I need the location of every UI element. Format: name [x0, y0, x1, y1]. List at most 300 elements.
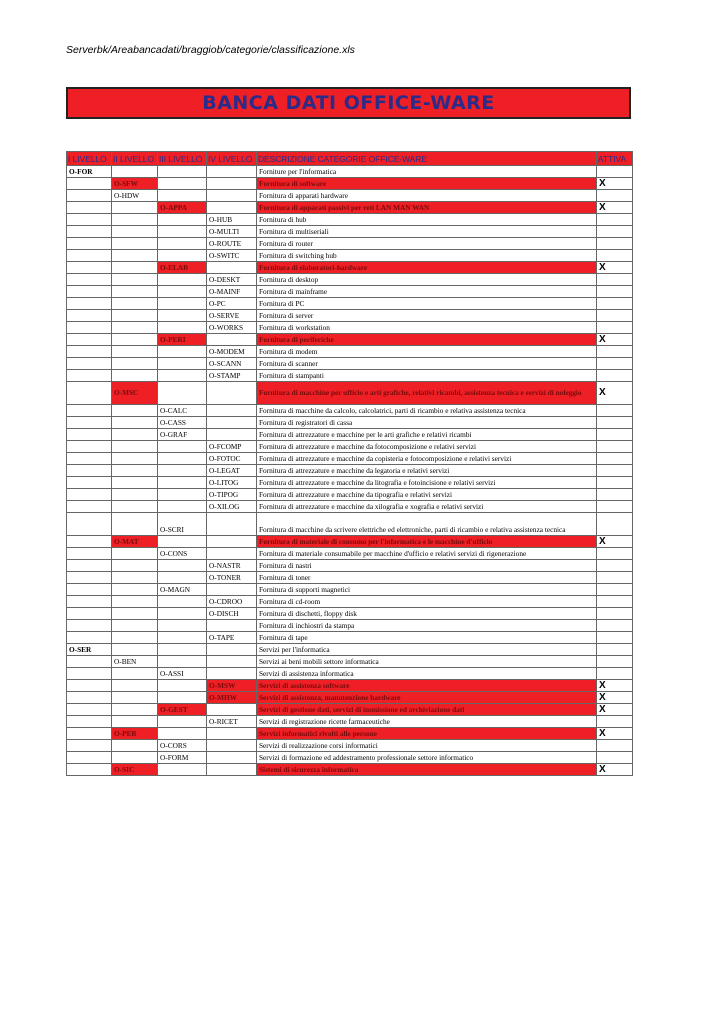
cell-livello-2 [112, 608, 158, 620]
cell-livello-1 [67, 489, 112, 501]
cell-attiva [597, 596, 633, 608]
table-row [67, 298, 633, 310]
table-row [67, 752, 633, 764]
table-row [67, 190, 633, 202]
cell-livello-1 [67, 441, 112, 453]
table-row [67, 536, 633, 548]
cell-livello-3 [158, 501, 207, 513]
cell-livello-4 [207, 764, 257, 776]
cell-descrizione: Fornitura di attrezzature e macchine da xilografia e xografia e relativi servizi [257, 501, 597, 513]
cell-descrizione: Fornitura di attrezzature e macchine da fotocomposizione e relativi servizi [257, 441, 597, 453]
cell-attiva [597, 572, 633, 584]
cell-livello-3 [158, 441, 207, 453]
table-row [67, 560, 633, 572]
cell-descrizione: Fornitura di registratori di cassa [257, 417, 597, 429]
cell-attiva [597, 644, 633, 656]
cell-livello-1 [67, 417, 112, 429]
cell-attiva [597, 668, 633, 680]
cell-livello-2: O-MSC [112, 382, 158, 405]
cell-livello-2: O-HDW [112, 190, 158, 202]
table-row [67, 501, 633, 513]
cell-livello-4: O-XILOG [207, 501, 257, 513]
cell-livello-3 [158, 644, 207, 656]
cell-livello-4: O-TAPE [207, 632, 257, 644]
table-row [67, 226, 633, 238]
cell-livello-3 [158, 620, 207, 632]
cell-descrizione: Fornitura di stampanti [257, 370, 597, 382]
cell-livello-2 [112, 370, 158, 382]
table-row [67, 764, 633, 776]
cell-descrizione: Fornitura di switching hub [257, 250, 597, 262]
cell-livello-2 [112, 226, 158, 238]
cell-livello-1 [67, 334, 112, 346]
cell-descrizione: Servizi di formazione ed addestramento professionale settore informatico [257, 752, 597, 764]
cell-livello-2 [112, 620, 158, 632]
cell-attiva [597, 417, 633, 429]
cell-attiva [597, 584, 633, 596]
cell-descrizione: Fornitura di apparati hardware [257, 190, 597, 202]
cell-livello-4 [207, 548, 257, 560]
table-row [67, 548, 633, 560]
table-row [67, 322, 633, 334]
cell-livello-4 [207, 584, 257, 596]
table-row [67, 489, 633, 501]
cell-livello-4 [207, 190, 257, 202]
cell-descrizione: Fornitura di router [257, 238, 597, 250]
cell-attiva [597, 489, 633, 501]
cell-livello-3 [158, 477, 207, 489]
cell-attiva [597, 548, 633, 560]
cell-livello-3 [158, 536, 207, 548]
cell-livello-3 [158, 692, 207, 704]
cell-livello-3: O-CASS [158, 417, 207, 429]
cell-livello-4 [207, 166, 257, 178]
table-row [67, 680, 633, 692]
cell-attiva [597, 358, 633, 370]
cell-livello-3 [158, 370, 207, 382]
cell-descrizione: Servizi di assistenza, manutenzione hardware [257, 692, 597, 704]
cell-livello-2 [112, 262, 158, 274]
cell-livello-2: O-PER [112, 728, 158, 740]
table-row [67, 716, 633, 728]
table-row [67, 274, 633, 286]
cell-descrizione: Fornitura di attrezzature e macchine da copisteria e fotocomposizione e relativi servizi [257, 453, 597, 465]
cell-livello-3 [158, 632, 207, 644]
cell-livello-3 [158, 214, 207, 226]
cell-attiva [597, 429, 633, 441]
cell-livello-1 [67, 322, 112, 334]
cell-livello-1 [67, 310, 112, 322]
header-cell-descrizione: DESCRIZIONE CATEGORIE OFFICE-WARE [257, 152, 597, 166]
table-row [67, 656, 633, 668]
cell-livello-1 [67, 274, 112, 286]
cell-attiva [597, 740, 633, 752]
cell-descrizione: Fornitura di software [257, 178, 597, 190]
cell-livello-3 [158, 728, 207, 740]
cell-livello-3 [158, 250, 207, 262]
cell-descrizione: Servizi di realizzazione corsi informatici [257, 740, 597, 752]
cell-livello-4: O-SCANN [207, 358, 257, 370]
cell-livello-4 [207, 656, 257, 668]
header-row [67, 152, 633, 166]
table-row [67, 334, 633, 346]
cell-livello-2 [112, 250, 158, 262]
table-row [67, 584, 633, 596]
cell-livello-2 [112, 286, 158, 298]
cell-livello-2 [112, 740, 158, 752]
cell-livello-4: O-SWITC [207, 250, 257, 262]
cell-livello-2 [112, 716, 158, 728]
cell-livello-2 [112, 405, 158, 417]
cell-livello-3 [158, 178, 207, 190]
header-cell-attiva: ATTIVA [597, 152, 633, 166]
cell-livello-1 [67, 190, 112, 202]
cell-livello-2 [112, 238, 158, 250]
cell-livello-4: O-DISCH [207, 608, 257, 620]
cell-livello-2 [112, 680, 158, 692]
cell-livello-1 [67, 596, 112, 608]
cell-livello-1 [67, 202, 112, 214]
cell-livello-3: O-CORS [158, 740, 207, 752]
cell-livello-4 [207, 178, 257, 190]
table-row [67, 262, 633, 274]
cell-attiva [597, 274, 633, 286]
cell-livello-3: O-GRAF [158, 429, 207, 441]
cell-livello-3 [158, 298, 207, 310]
cell-livello-2 [112, 453, 158, 465]
cell-attiva [597, 370, 633, 382]
file-path: Serverbk/Areabancadati/braggiob/categorie/classificazione.xls [66, 44, 355, 56]
cell-livello-1 [67, 477, 112, 489]
cell-descrizione: Forniture per l'informatica [257, 166, 597, 178]
cell-attiva [597, 190, 633, 202]
table-row [67, 202, 633, 214]
cell-livello-4: O-STAMP [207, 370, 257, 382]
cell-descrizione: Fornitura di dischetti, floppy disk [257, 608, 597, 620]
cell-livello-1 [67, 608, 112, 620]
cell-livello-4: O-PC [207, 298, 257, 310]
table-row [67, 429, 633, 441]
cell-livello-3: O-ELAB [158, 262, 207, 274]
cell-livello-2 [112, 560, 158, 572]
cell-attiva [597, 405, 633, 417]
cell-livello-3 [158, 274, 207, 286]
cell-descrizione: Fornitura di macchine da calcolo, calcolatrici, parti di ricambio e relativa assistenza tecnica [257, 405, 597, 417]
cell-livello-3: O-MAGN [158, 584, 207, 596]
cell-livello-3 [158, 166, 207, 178]
table-row [67, 346, 633, 358]
cell-livello-2 [112, 501, 158, 513]
cell-livello-4: O-HUB [207, 214, 257, 226]
cell-attiva [597, 560, 633, 572]
cell-livello-1 [67, 620, 112, 632]
header-cell-livello-2: II LIVELLO [112, 152, 158, 166]
table-row [67, 405, 633, 417]
cell-livello-2 [112, 477, 158, 489]
cell-descrizione: Servizi ai beni mobili settore informatica [257, 656, 597, 668]
cell-descrizione: Fornitura di server [257, 310, 597, 322]
cell-livello-1 [67, 764, 112, 776]
cell-descrizione: Fornitura di desktop [257, 274, 597, 286]
table-row [67, 166, 633, 178]
cell-livello-3 [158, 656, 207, 668]
header-cell-livello-4: IV LIVELLO [207, 152, 257, 166]
cell-attiva [597, 632, 633, 644]
cell-livello-1 [67, 214, 112, 226]
cell-livello-1 [67, 656, 112, 668]
cell-livello-4 [207, 262, 257, 274]
cell-livello-2 [112, 752, 158, 764]
table-row [67, 608, 633, 620]
cell-descrizione: Fornitura di hub [257, 214, 597, 226]
cell-attiva [597, 226, 633, 238]
table-row [67, 250, 633, 262]
cell-livello-1: O-FOR [67, 166, 112, 178]
cell-livello-3: O-ASSI [158, 668, 207, 680]
cell-livello-4 [207, 644, 257, 656]
cell-livello-4 [207, 740, 257, 752]
cell-livello-1 [67, 501, 112, 513]
cell-livello-2: O-BEN [112, 656, 158, 668]
cell-livello-1 [67, 346, 112, 358]
cell-descrizione: Fornitura di attrezzature e macchine da litografia e fotoincisione e relativi servizi [257, 477, 597, 489]
table-row [67, 465, 633, 477]
cell-livello-4 [207, 513, 257, 536]
table-row [67, 441, 633, 453]
cell-livello-4 [207, 536, 257, 548]
cell-descrizione: Fornitura di elaboratori-hardware [257, 262, 597, 274]
cell-livello-2 [112, 334, 158, 346]
cell-livello-1: O-SER [67, 644, 112, 656]
cell-livello-4: O-ROUTE [207, 238, 257, 250]
cell-livello-3 [158, 764, 207, 776]
cell-livello-2 [112, 202, 158, 214]
table-row [67, 692, 633, 704]
cell-livello-1 [67, 370, 112, 382]
cell-livello-1 [67, 584, 112, 596]
header-cell-livello-1: I LIVELLO [67, 152, 112, 166]
cell-livello-1 [67, 536, 112, 548]
cell-attiva [597, 286, 633, 298]
cell-descrizione: Servizi di assistenza informatica [257, 668, 597, 680]
cell-livello-2 [112, 632, 158, 644]
cell-attiva [597, 477, 633, 489]
cell-attiva [597, 310, 633, 322]
cell-livello-3 [158, 286, 207, 298]
cell-attiva [597, 620, 633, 632]
cell-descrizione: Fornitura di attrezzature e macchine da tipografia e relativi servizi [257, 489, 597, 501]
cell-livello-4 [207, 202, 257, 214]
cell-livello-4 [207, 382, 257, 405]
cell-livello-2 [112, 584, 158, 596]
cell-livello-3 [158, 382, 207, 405]
cell-descrizione: Servizi per l'informatica [257, 644, 597, 656]
cell-livello-4 [207, 417, 257, 429]
cell-livello-3 [158, 238, 207, 250]
cell-livello-3 [158, 322, 207, 334]
title-banner [66, 87, 631, 119]
table-row [67, 596, 633, 608]
table-row [67, 286, 633, 298]
table-row [67, 178, 633, 190]
cell-livello-1 [67, 560, 112, 572]
table-row [67, 358, 633, 370]
cell-livello-2 [112, 274, 158, 286]
cell-attiva [597, 346, 633, 358]
cell-attiva [597, 453, 633, 465]
cell-livello-4 [207, 728, 257, 740]
cell-livello-4: O-SERVE [207, 310, 257, 322]
cell-livello-2: O-MAT [112, 536, 158, 548]
cell-livello-3 [158, 560, 207, 572]
cell-attiva [597, 441, 633, 453]
cell-livello-2 [112, 358, 158, 370]
cell-attiva [597, 298, 633, 310]
cell-descrizione: Fornitura di materiale consumabile per macchine d'ufficio e relativi servizi di rigenerazione [257, 548, 597, 560]
cell-descrizione: Fornitura di workstation [257, 322, 597, 334]
table-row [67, 453, 633, 465]
table-row [67, 382, 633, 405]
cell-livello-4: O-DESKT [207, 274, 257, 286]
cell-attiva: X [597, 728, 633, 740]
cell-livello-3 [158, 596, 207, 608]
cell-livello-1 [67, 178, 112, 190]
cell-descrizione: Fornitura di multiseriali [257, 226, 597, 238]
cell-livello-4 [207, 429, 257, 441]
cell-descrizione: Fornitura di attrezzature e macchine da legatoria e relativi servizi [257, 465, 597, 477]
cell-livello-2 [112, 298, 158, 310]
cell-descrizione: Fornitura di inchiostri da stampa [257, 620, 597, 632]
cell-livello-1 [67, 286, 112, 298]
table-row [67, 632, 633, 644]
cell-livello-4: O-MSW [207, 680, 257, 692]
cell-livello-2 [112, 596, 158, 608]
table-row [67, 477, 633, 489]
cell-livello-1 [67, 572, 112, 584]
cell-descrizione: Servizi di gestione dati, servizi di immissione ed archiviazione dati [257, 704, 597, 716]
cell-attiva [597, 513, 633, 536]
table-row [67, 417, 633, 429]
cell-livello-3: O-SCRI [158, 513, 207, 536]
cell-livello-3 [158, 572, 207, 584]
cell-livello-2 [112, 417, 158, 429]
cell-livello-3 [158, 465, 207, 477]
cell-descrizione: Fornitura di materiale di consumo per l'informatica e le macchine d'ufficio [257, 536, 597, 548]
cell-livello-1 [67, 716, 112, 728]
cell-livello-1 [67, 632, 112, 644]
cell-descrizione: Servizi di assistenza software [257, 680, 597, 692]
cell-livello-3 [158, 453, 207, 465]
cell-attiva [597, 656, 633, 668]
cell-attiva [597, 250, 633, 262]
cell-descrizione: Fornitura di toner [257, 572, 597, 584]
cell-livello-4: O-MULTI [207, 226, 257, 238]
cell-livello-3 [158, 489, 207, 501]
table-row [67, 644, 633, 656]
cell-livello-2 [112, 692, 158, 704]
cell-descrizione: Fornitura di modem [257, 346, 597, 358]
cell-descrizione: Fornitura di periferiche [257, 334, 597, 346]
cell-livello-3: O-APPA [158, 202, 207, 214]
cell-livello-2 [112, 441, 158, 453]
cell-livello-1 [67, 513, 112, 536]
cell-attiva: X [597, 536, 633, 548]
cell-livello-3: O-CONS [158, 548, 207, 560]
cell-livello-3: O-GEST [158, 704, 207, 716]
cell-livello-2: O-SFW [112, 178, 158, 190]
table-row [67, 513, 633, 536]
table-row [67, 214, 633, 226]
cell-livello-3: O-CALC [158, 405, 207, 417]
cell-descrizione: Fornitura di supporti magnetici [257, 584, 597, 596]
cell-attiva [597, 238, 633, 250]
cell-livello-1 [67, 704, 112, 716]
cell-livello-1 [67, 429, 112, 441]
cell-livello-3 [158, 358, 207, 370]
cell-livello-3 [158, 346, 207, 358]
cell-livello-1 [67, 680, 112, 692]
cell-livello-3 [158, 226, 207, 238]
cell-livello-2 [112, 465, 158, 477]
cell-descrizione: Fornitura di scanner [257, 358, 597, 370]
cell-livello-1 [67, 238, 112, 250]
table-row [67, 668, 633, 680]
cell-livello-4: O-TIPOG [207, 489, 257, 501]
cell-attiva [597, 322, 633, 334]
category-table [66, 151, 633, 776]
cell-livello-1 [67, 262, 112, 274]
cell-livello-1 [67, 226, 112, 238]
page-title: BANCA DATI OFFICE-WARE [202, 92, 495, 114]
cell-livello-2 [112, 166, 158, 178]
table-row [67, 572, 633, 584]
cell-livello-3 [158, 680, 207, 692]
cell-livello-1 [67, 382, 112, 405]
header-cell-livello-3: III LIVELLO [158, 152, 207, 166]
cell-livello-4: O-FCOMP [207, 441, 257, 453]
cell-attiva [597, 608, 633, 620]
cell-livello-4 [207, 405, 257, 417]
table-row [67, 728, 633, 740]
cell-livello-4: O-LITOG [207, 477, 257, 489]
cell-livello-2 [112, 346, 158, 358]
cell-livello-3 [158, 608, 207, 620]
cell-livello-1 [67, 548, 112, 560]
cell-livello-4: O-TONER [207, 572, 257, 584]
cell-livello-4: O-NASTR [207, 560, 257, 572]
cell-livello-4: O-RICET [207, 716, 257, 728]
cell-livello-2 [112, 489, 158, 501]
cell-livello-4 [207, 752, 257, 764]
table-row [67, 704, 633, 716]
cell-attiva: X [597, 202, 633, 214]
cell-livello-4 [207, 704, 257, 716]
cell-livello-2 [112, 429, 158, 441]
cell-descrizione: Servizi informatici rivolti alle persone [257, 728, 597, 740]
cell-descrizione: Fornitura di mainframe [257, 286, 597, 298]
cell-livello-4: O-MAINF [207, 286, 257, 298]
cell-livello-1 [67, 465, 112, 477]
table-row [67, 370, 633, 382]
cell-livello-1 [67, 405, 112, 417]
cell-livello-2 [112, 310, 158, 322]
cell-livello-4: O-CDROO [207, 596, 257, 608]
table-row [67, 620, 633, 632]
cell-livello-2: O-SIC [112, 764, 158, 776]
cell-livello-1 [67, 358, 112, 370]
cell-livello-3 [158, 716, 207, 728]
cell-livello-2 [112, 513, 158, 536]
